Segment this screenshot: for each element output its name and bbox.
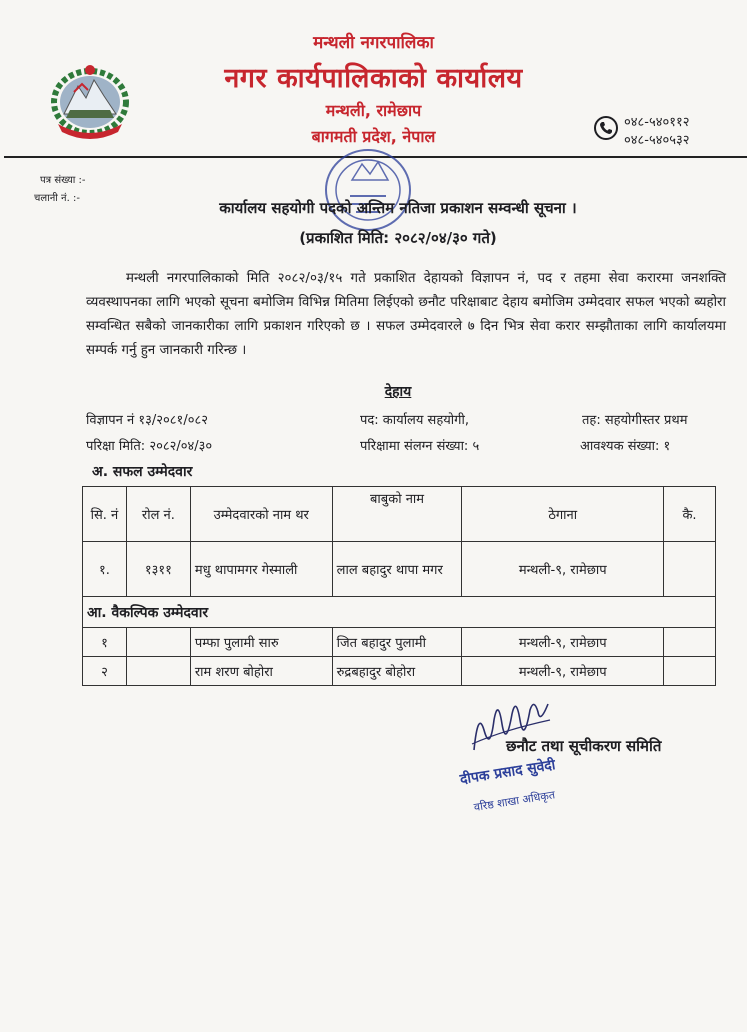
participant-count: परिक्षामा संलग्न संख्या: ५: [360, 439, 480, 454]
office-name: नगर कार्यपालिकाको कार्यालय: [224, 63, 523, 94]
table-row: [83, 542, 716, 597]
cell-father: लाल बहादुर थापा मगर: [332, 542, 462, 597]
header-father-name: बाबुको नाम: [332, 487, 462, 542]
phone-number-1: ०४८-५४०११२: [624, 115, 690, 130]
section-successful-heading: अ. सफल उम्मेदवार: [92, 464, 193, 480]
header-address: ठेगाना: [462, 487, 664, 542]
cell-roll: [126, 628, 190, 657]
header-remarks: कै.: [664, 487, 716, 542]
header-roll: रोल नं.: [126, 487, 190, 542]
header-serial: सि. नं: [83, 487, 127, 542]
cell-address: मन्थली-९, रामेछाप: [462, 542, 664, 597]
cell-serial: १: [83, 628, 127, 657]
section-alternate-heading: आ. वैकल्पिक उम्मेदवार: [83, 597, 716, 628]
published-date: (प्रकाशित मिति: २०८२/०४/३० गते): [299, 229, 497, 247]
advertisement-number: विज्ञापन नं १३/२०८१/०८२: [86, 413, 208, 428]
letter-number-label: पत्र संख्या :-: [40, 175, 86, 186]
cell-name: राम शरण बोहोरा: [190, 657, 332, 686]
table-row: [83, 657, 716, 686]
signatory-post: वरिष्ठ शाखा अधिकृत: [472, 788, 556, 814]
section-alternate-row: [83, 597, 716, 628]
phone-number-2: ०४८-५४०५३२: [624, 133, 690, 148]
cell-remarks: [664, 657, 716, 686]
phone-icon: [594, 116, 618, 140]
dehay-heading: देहाय: [384, 384, 412, 400]
cell-name: पम्फा पुलामी सारु: [190, 628, 332, 657]
results-table: [82, 486, 716, 686]
cell-roll: १३११: [126, 542, 190, 597]
post-level: तह: सहयोगीस्तर प्रथम: [582, 413, 688, 428]
table-header-row: [83, 487, 716, 542]
address-line-1: मन्थली, रामेछाप: [325, 101, 422, 120]
office-stamp-icon: [322, 146, 414, 234]
header-candidate-name: उम्मेदवारको नाम थर: [190, 487, 332, 542]
cell-serial: १.: [83, 542, 127, 597]
post-name: पद: कार्यालय सहयोगी,: [360, 413, 469, 428]
table-row: [83, 628, 716, 657]
selection-committee: छनौट तथा सूचीकरण समिति: [506, 737, 662, 755]
notice-body: मन्थली नगरपालिकाको मिति २०८२/०३/१५ गते प्रकाशित देहायको विज्ञापन नं, पद र तहमा सेवा करारमा जनशक्ति व्यवस्थापनका लागि भएको सूचना बमोजिम विभिन्न मितिमा लिईएको छनौट परिक्षाबाट देहाय बमोजिम उम्मेदवार सफल भएको ब्यहोरा सम्वन्धित सबैको जानकारीका लागि प्रकाशन गरिएको छ । सफल उम्मेदवारले ७ दिन भित्र सेवा करार सम्झौताका लागि कार्यालयमा सम्पर्क गर्नु हुन जानकारी गरिन्छ ।: [86, 271, 726, 358]
municipality-name: मन्थली नगरपालिका: [313, 33, 434, 53]
cell-address: मन्थली-९, रामेछाप: [462, 628, 664, 657]
cell-roll: [126, 657, 190, 686]
cell-serial: २: [83, 657, 127, 686]
signatory-name: दीपक प्रसाद सुवेदी: [458, 757, 557, 788]
cell-address: मन्थली-९, रामेछाप: [462, 657, 664, 686]
notice-title: कार्यालय सहयोगी पदको अन्तिम नतिजा प्रकाशन सम्वन्धी सूचना ।: [219, 199, 577, 217]
required-count: आवश्यक संख्या: १: [580, 439, 671, 454]
address-line-2: बागमती प्रदेश, नेपाल: [311, 127, 436, 146]
cell-father: जित बहादुर पुलामी: [332, 628, 462, 657]
cell-father: रुद्रबहादुर बोहोरा: [332, 657, 462, 686]
cell-remarks: [664, 628, 716, 657]
cell-remarks: [664, 542, 716, 597]
cell-name: मधु थापामगर गेस्माली: [190, 542, 332, 597]
dispatch-number-label: चलानी नं. :-: [34, 193, 80, 204]
exam-date: परिक्षा मिति: २०८२/०४/३०: [86, 439, 213, 454]
